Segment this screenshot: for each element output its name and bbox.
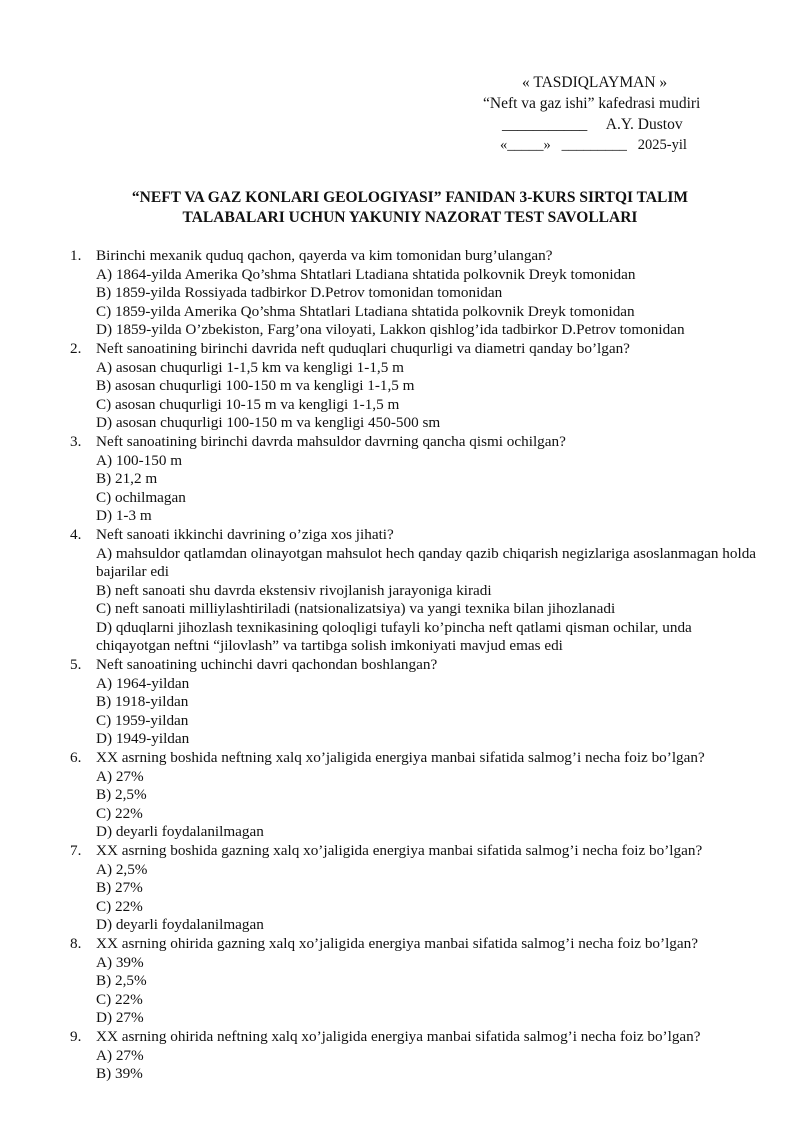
answer-option: C) neft sanoati milliylashtiriladi (natsionalizatsiya) va yangi texnika bilan jihozlanadi [96,600,616,618]
question-text: XX asrning ohirida neftning xalq xo’jaligida energiya manbai sifatida salmog’i necha foiz bo’lgan? [96,1027,701,1045]
answer-option: D) 1-3 m [96,507,152,525]
answer-option: B) 1918-yildan [96,693,189,711]
question-item [70,656,760,749]
answer-option: B) 1859-yilda Rossiyada tadbirkor D.Petrov tomonidan tomonidan [96,284,503,302]
answer-option: B) 2,5% [96,972,147,990]
question-text: Birinchi mexanik quduq qachon, qayerda va kim tomonidan burg’ulangan? [96,247,553,264]
document-title-line-2: TALABALARI UCHUN YAKUNIY NAZORAT TEST SAVOLLARI [182,209,638,226]
answer-option: D) qduqlarni jihozlash texnikasining qoloqligi tufayli ko’pincha neft qatlami qisman ochilar, unda chiqayotgan neftni “jilovlash” va tartibga solish imkoniyati mavjud emas edi [96,618,692,655]
answer-option: D) asosan chuqurligi 100-150 m va kengligi 450-500 sm [96,414,441,432]
question-text: Neft sanoatining birinchi davrida neft quduqlari chuqurligi va diametri qanday bo’lgan? [96,339,630,357]
question-item [70,247,760,340]
answer-option: A) 39% [96,953,144,971]
answer-option: B) 21,2 m [96,470,158,488]
answer-option: A) 1864-yilda Amerika Qo’shma Shtatlari Ltadiana shtatida polkovnik Dreyk tomonidan [96,265,636,283]
answer-option: C) 22% [96,897,143,915]
answer-option: D) 27% [96,1009,144,1027]
question-list [70,247,760,1084]
question-text: Neft sanoatining birinchi davrda mahsuldor davrning qancha qismi ochilgan? [96,432,566,450]
answer-option: B) 27% [96,879,143,897]
question-item [70,526,760,656]
answer-option: C) 1959-yildan [96,711,189,729]
answer-option: C) 22% [96,990,143,1008]
answer-option: A) 1964-yildan [96,674,190,692]
question-number: 9. [70,1027,82,1045]
answer-option: A) 100-150 m [96,451,183,469]
approval-signature-line: ___________ A.Y. Dustov [502,116,683,133]
question-number: 4. [70,525,82,543]
document-title [60,188,760,228]
answer-option: C) ochilmagan [96,488,186,506]
question-number: 6. [70,749,82,767]
question-text: XX asrning boshida gazning xalq xo’jaligida energiya manbai sifatida salmog’i necha foiz bo’lgan? [96,842,703,859]
answer-option: A) 27% [96,767,144,785]
approval-block [470,72,740,156]
question-number: 2. [70,339,82,357]
question-item [70,842,760,935]
approval-title: « TASDIQLAYMAN » [522,74,668,91]
answer-option: D) 1949-yildan [96,730,190,748]
answer-option: A) asosan chuqurligi 1-1,5 km va kengligi 1-1,5 m [96,358,404,376]
answer-option: D) 1859-yilda O’zbekiston, Farg’ona viloyati, Lakkon qishlog’ida tadbirkor D.Petrov tomonidan [96,321,685,339]
answer-option: A) 2,5% [96,860,148,878]
question-number: 7. [70,842,82,859]
question-number: 1. [70,247,82,264]
question-number: 8. [70,934,82,952]
question-item [70,749,760,842]
question-text: Neft sanoati ikkinchi davrining o’ziga xos jihati? [96,525,394,543]
approval-department: “Neft va gaz ishi” kafedrasi mudiri [483,95,701,112]
answer-option: B) neft sanoati shu davrda ekstensiv rivojlanish jarayoniga kiradi [96,581,492,599]
answer-option: B) 39% [96,1065,143,1083]
answer-option: C) 22% [96,804,143,822]
answer-option: D) deyarli foydalanilmagan [96,823,264,841]
answer-option: C) 1859-yilda Amerika Qo’shma Shtatlari Ltadiana shtatida polkovnik Dreyk tomonidan [96,302,635,320]
answer-option: C) asosan chuqurligi 10-15 m va kengligi 1-1,5 m [96,395,400,413]
approval-date-line: «_____» _________ 2025-yil [500,137,687,153]
question-text: Neft sanoatining uchinchi davri qachondan boshlangan? [96,656,438,674]
question-number: 5. [70,656,82,674]
answer-option: B) asosan chuqurligi 100-150 m va kengligi 1-1,5 m [96,377,415,395]
question-number: 3. [70,432,82,450]
answer-option: B) 2,5% [96,786,147,804]
question-item [70,433,760,526]
question-item [70,340,760,433]
document-title-line-1: “NEFT VA GAZ KONLARI GEOLOGIYASI” FANIDAN 3-KURS SIRTQI TALIM [131,189,689,206]
answer-option: A) 27% [96,1046,144,1064]
question-text: XX asrning ohirida gazning xalq xo’jaligida energiya manbai sifatida salmog’i necha foiz bo’lgan? [96,934,698,952]
question-text: XX asrning boshida neftning xalq xo’jaligida energiya manbai sifatida salmog’i necha foiz bo’lgan? [96,749,705,767]
answer-option: A) mahsuldor qatlamdan olinayotgan mahsulot hech qanday qazib chiqarish negizlariga asoslanmagan holda bajarilar edi [96,544,757,581]
question-item [70,1028,760,1084]
answer-option: D) deyarli foydalanilmagan [96,916,264,934]
question-item [70,935,760,1028]
